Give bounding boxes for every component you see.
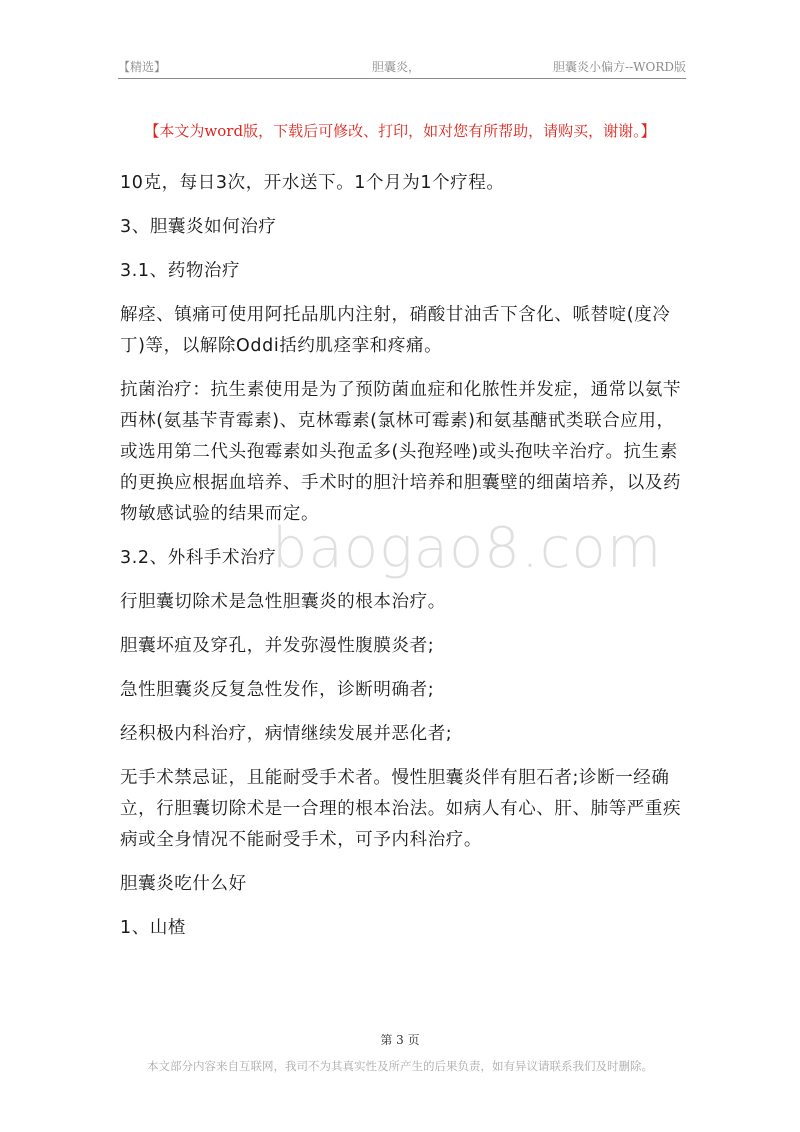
paragraph-antispasmodic: 解痉、镇痛可使用阿托品肌内注射，硝酸甘油舌下含化、哌替啶(度冷丁)等，以解除Oddi括约肌痉挛和疼痛。 [120, 305, 671, 356]
paragraph-indication-1: 胆囊坏疽及穿孔，并发弥漫性腹膜炎者; [120, 636, 435, 656]
heading-treatment: 3、胆囊炎如何治疗 [120, 217, 277, 237]
page-number: 第 3 页 [380, 1033, 420, 1047]
paragraph-indication-2: 急性胆囊炎反复急性发作，诊断明确者; [120, 680, 435, 700]
header-left-label: 【精选】 [118, 60, 167, 74]
paragraph-antibacterial: 抗菌治疗：抗生素使用是为了预防菌血症和化脓性并发症，通常以氨苄西林(氨基苄青霉素)、克林霉素(氯林可霉素)和氨基醣甙类联合应用，或选用第二代头孢霉素如头孢孟多(头孢羟唑)或头孢呋辛治疗。抗生素的更换应根据血培养、手术时的胆汁培养和胆囊壁的细菌培养，以及药物敏感试验的结果而定。 [120, 380, 682, 524]
paragraph-cholecystectomy: 行胆囊切除术是急性胆囊炎的根本治疗。 [120, 592, 446, 612]
page-header [118, 54, 686, 79]
paragraph-indication-3: 经积极内科治疗，病情继续发展并恶化者; [120, 724, 453, 744]
heading-hawthorn: 1、山楂 [120, 918, 187, 938]
heading-diet: 胆囊炎吃什么好 [120, 874, 247, 894]
paragraph-dosage: 10克，每日3次，开水送下。1个月为1个疗程。 [120, 173, 505, 193]
header-right-label: 胆囊炎小偏方--WORD版 [553, 60, 686, 74]
heading-surgery: 3.2、外科手术治疗 [120, 548, 277, 568]
download-notice: 【本文为word版，下载后可修改、打印，如对您有所帮助，请购买，谢谢。】 [144, 122, 656, 140]
watermark: baogao8.com [272, 516, 663, 581]
heading-drug-therapy: 3.1、药物治疗 [120, 261, 241, 281]
paragraph-indication-4: 无手术禁忌证，且能耐受手术者。慢性胆囊炎伴有胆石者;诊断一经确立，行胆囊切除术是一合理的根本治法。如病人有心、肝、肺等严重疾病或全身情况不能耐受手术，可予内科治疗。 [120, 768, 682, 850]
header-center-label: 胆囊炎， [372, 60, 421, 74]
footer-disclaimer: 本文部分内容来自互联网，我司不为其真实性及所产生的后果负责，如有异议请联系我们及时删除。 [147, 1059, 653, 1073]
